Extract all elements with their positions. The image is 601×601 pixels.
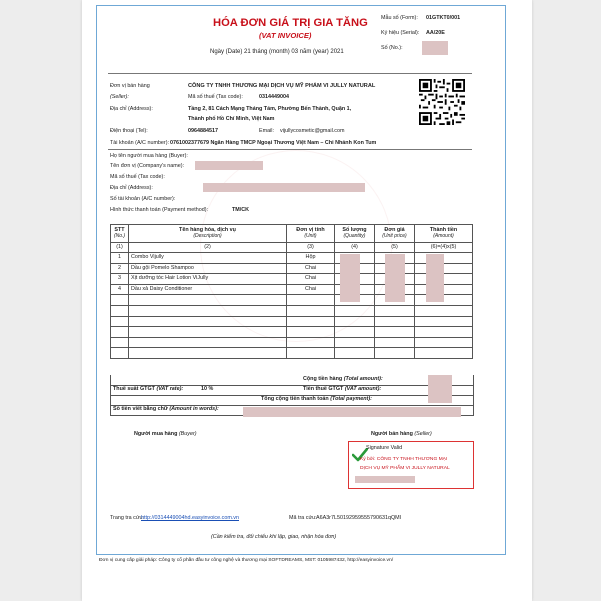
col-header-quantity: Số lượng (Quantity) — [335, 225, 375, 243]
vat-rate-label: Thuế suất GTGT (VAT rate): — [113, 386, 184, 392]
redacted-quantity — [340, 254, 360, 302]
invoice-title: HÓA ĐƠN GIÁ TRỊ GIA TĂNG — [213, 17, 368, 29]
redacted-unit-price — [385, 254, 405, 302]
col-header-unit: Đơn vị tính (Unit) — [287, 225, 335, 243]
seller-email-value: vijullycosmetic@gmail.com — [280, 128, 345, 134]
row-no: 2 — [111, 263, 129, 274]
seller-email-label: Email: — [259, 128, 274, 134]
buyer-signature-label: Người mua hàng (Buyer) — [134, 431, 197, 437]
vat-rate-value: 10 % — [201, 386, 214, 392]
lookup-code-label: Mã tra cứu: — [289, 515, 317, 521]
seller-tax-label: Mã số thuế (Tax code): — [188, 94, 243, 100]
verification-note: (Cần kiểm tra, đối chiếu khi lập, giao, nhận hóa đơn) — [211, 534, 337, 540]
row-unit: Chai — [287, 263, 335, 274]
lookup-code-value: A6A3r7L50192959555790631qQMI — [316, 515, 402, 521]
redacted-invoice-no — [422, 41, 448, 55]
total-payment-label: Tổng cộng tiền thanh toán (Total payment): — [261, 396, 372, 402]
table-row — [111, 263, 473, 274]
col-header-no: STT (No.) — [111, 225, 129, 243]
col-number: (1) — [111, 243, 129, 253]
table-header-row — [111, 225, 473, 243]
redacted-buyer-company — [195, 161, 263, 170]
table-row — [111, 327, 473, 338]
seller-phone-label: Điện thoại (Tel): — [110, 128, 148, 134]
serial-label: Ký hiệu (Serial): — [381, 30, 420, 36]
seller-address-line2: Thành phố Hồ Chí Minh, Việt Nam — [188, 116, 275, 122]
table-row — [111, 274, 473, 285]
row-no: 3 — [111, 274, 129, 285]
table-row — [111, 295, 473, 306]
buyer-tax-label: Mã số thuế (Tax code): — [110, 174, 165, 180]
seller-divider — [108, 149, 472, 150]
invoice-no-label: Số (No.): — [381, 45, 403, 51]
table-row — [111, 253, 473, 264]
seller-label: Đơn vị bán hàng — [110, 83, 150, 89]
redacted-buyer-address — [203, 183, 365, 192]
table-row — [111, 284, 473, 295]
col-header-amount: Thành tiền (Amount) — [415, 225, 473, 243]
invoice-date: Ngày (Date) 21 tháng (month) 03 năm (year) 2021 — [210, 49, 344, 55]
col-number: (6)=(4)x(5) — [415, 243, 473, 253]
row-description: Dầu gội Pomelo Shampoo — [129, 263, 287, 274]
seller-address-label: Địa chỉ (Address): — [110, 106, 153, 112]
lookup-link[interactable]: http://0314449004hd.easyinvoice.com.vn — [141, 515, 239, 521]
table-col-numbers-row — [111, 243, 473, 253]
buyer-address-label: Địa chỉ (Address): — [110, 185, 153, 191]
lookup-label: Trang tra cứu: — [110, 515, 144, 521]
provider-line: Đơn vị cung cấp giải pháp: Công ty cổ phần đầu tư công nghệ và thương mại SOFTDREAMS, MST: 0105987432, http://easyinvoice.vn/ — [99, 558, 394, 563]
col-number: (3) — [287, 243, 335, 253]
signature-signed-by-line2: DỊCH VỤ MỸ PHẨM VI JULLY NATURAL — [360, 466, 450, 471]
signature-signed-by-line1: Ký bởi: CÔNG TY TNHH THƯƠNG MẠI — [360, 457, 448, 462]
col-number: (2) — [129, 243, 287, 253]
redacted-amount-in-words — [243, 407, 461, 417]
seller-address-line1: Tầng 2, 81 Cách Mạng Tháng Tám, Phường Bến Thành, Quận 1, — [188, 106, 352, 112]
buyer-account-label: Số tài khoản (A/C number): — [110, 196, 176, 202]
seller-name: CÔNG TY TNHH THƯƠNG MẠI DỊCH VỤ MỸ PHẨM VI JULLY NATURAL — [188, 83, 376, 89]
seller-tax-value: 0314449004 — [259, 94, 289, 100]
col-number: (5) — [375, 243, 415, 253]
redacted-signature-date — [355, 476, 415, 483]
seller-account-label: Tài khoản (A/C number): — [110, 140, 170, 146]
seller-phone-value: 0964884517 — [188, 128, 218, 134]
total-amount-label: Cộng tiền hàng (Total amount): — [303, 376, 383, 382]
row-no: 1 — [111, 253, 129, 264]
row-description: Dầu xả Daisy Conditioner — [129, 284, 287, 295]
serial-value: AA/20E — [426, 30, 445, 36]
items-table — [110, 224, 473, 359]
seller-account-value: 0761002377679 Ngân Hàng TMCP Ngoại Thương Việt Nam – Chi Nhánh Kon Tum — [170, 140, 377, 146]
table-row — [111, 305, 473, 316]
form-label: Mẫu số (Form): — [381, 15, 418, 21]
buyer-company-label: Tên đơn vị (Company's name): — [110, 163, 185, 169]
row-unit: Chai — [287, 284, 335, 295]
table-row — [111, 316, 473, 327]
payment-method-label: Hình thức thanh toán (Payment method): — [110, 207, 208, 213]
signature-valid-text: Signature Valid — [366, 445, 403, 451]
col-number: (4) — [335, 243, 375, 253]
header-divider — [108, 73, 472, 74]
row-description: Combo Vijully — [129, 253, 287, 264]
row-unit: Hộp — [287, 253, 335, 264]
row-description: Xịt dưỡng tóc Hair Lotion ViJully — [129, 274, 287, 285]
row-no: 4 — [111, 284, 129, 295]
payment-method-value: TM/CK — [232, 207, 250, 213]
qr-code-icon — [419, 79, 465, 125]
col-header-description: Tên hàng hóa, dịch vụ (Description) — [129, 225, 287, 243]
row-unit: Chai — [287, 274, 335, 285]
table-row — [111, 348, 473, 359]
redacted-amount — [426, 254, 444, 302]
vat-amount-label: Tiền thuế GTGT (VAT amount): — [303, 386, 382, 392]
amount-in-words-label: Số tiền viết bằng chữ (Amount in words): — [113, 406, 219, 412]
buyer-name-label: Họ tên người mua hàng (Buyer): — [110, 153, 188, 159]
table-row — [111, 337, 473, 348]
invoice-subtitle: (VAT INVOICE) — [259, 31, 312, 40]
redacted-totals — [428, 375, 452, 403]
col-header-unit-price: Đơn giá (Unit price) — [375, 225, 415, 243]
form-value: 01GTKT0/001 — [426, 15, 461, 21]
seller-label-en: (Seller): — [110, 94, 129, 100]
seller-signature-label: Người bán hàng (Seller) — [371, 431, 432, 437]
